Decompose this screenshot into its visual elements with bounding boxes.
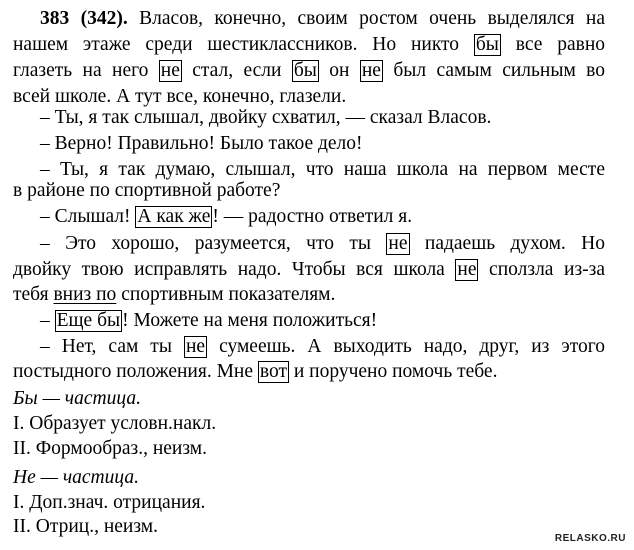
- note-text: II. Формообраз., неизм.: [13, 438, 208, 459]
- text-fragment: падаешь духом. Но: [424, 233, 605, 254]
- boxed-phrase: А как же: [137, 206, 211, 227]
- text-fragment: в районе по спортивной работе?: [13, 180, 281, 201]
- text-line-12: [13, 282, 605, 308]
- note-by-title: [13, 386, 605, 412]
- text-line-1: [40, 6, 605, 32]
- text-fragment: двойку твою исправлять надо. Чтобы вся школа: [13, 259, 445, 280]
- text-fragment: нашем этаже среди шестиклассников. Но никто: [13, 34, 460, 55]
- text-line-5: [40, 105, 605, 131]
- text-line-11: [13, 257, 605, 283]
- text-line-2: [13, 32, 605, 58]
- boxed-particle: не: [185, 336, 206, 357]
- text-fragment: он: [329, 60, 350, 81]
- note-by-item-1: [13, 411, 605, 437]
- text-fragment: сумеешь. А выходить надо, друг, из этого: [219, 336, 606, 357]
- boxed-particle: не: [388, 233, 408, 254]
- text-fragment: все равно: [515, 34, 606, 55]
- boxed-particle: не: [160, 60, 180, 81]
- boxed-phrase: Еще бы: [56, 310, 121, 331]
- text-fragment: – Это хорошо, разумеется, что ты: [40, 233, 372, 254]
- text-fragment: постыдного положения. Мне: [13, 361, 254, 382]
- note-heading: Бы — частица.: [13, 388, 141, 409]
- text-line-10: [40, 231, 605, 257]
- text-line-6: [40, 131, 605, 157]
- text-fragment: – Нет, сам ты: [40, 336, 172, 357]
- text-line-8: [13, 178, 605, 204]
- text-line-9: [40, 204, 605, 230]
- note-heading: Не — частица.: [13, 467, 139, 488]
- text-fragment: Власов, конечно, своим ростом очень выделялся на: [139, 8, 605, 29]
- text-fragment: – Верно! Правильно! Было такое дело!: [40, 133, 363, 154]
- text-fragment: –: [40, 310, 50, 331]
- text-fragment: был самым сильным во: [393, 60, 606, 81]
- text-fragment: ! Можете на меня положиться!: [122, 310, 378, 331]
- text-fragment: сползла из-за: [489, 259, 605, 280]
- note-text: II. Отриц., неизм.: [13, 516, 158, 537]
- text-fragment: – Ты, я так слышал, двойку схватил, — сказал Власов.: [40, 107, 492, 128]
- text-fragment: тебя: [13, 284, 49, 305]
- text-line-15: [13, 359, 605, 385]
- text-fragment: глазеть на него: [13, 60, 149, 81]
- text-fragment: всей школе. А тут все, конечно, глазели.: [13, 86, 347, 107]
- boxed-particle: бы: [475, 34, 499, 55]
- boxed-particle: не: [361, 60, 381, 81]
- text-fragment: – Слышал!: [40, 206, 131, 227]
- boxed-particle: вот: [259, 361, 287, 382]
- exercise-number: 383 (342).: [40, 8, 128, 29]
- note-by-item-2: [13, 436, 605, 462]
- note-text: I. Образует условн.накл.: [13, 413, 217, 434]
- note-ne-item-1: [13, 490, 605, 516]
- text-fragment: – Ты, я так думаю, слышал, что наша школа на первом месте: [40, 159, 605, 180]
- text-fragment: стал, если: [192, 60, 282, 81]
- text-line-13: [40, 308, 605, 334]
- boxed-particle: бы: [293, 60, 317, 81]
- boxed-particle: не: [457, 259, 477, 280]
- note-ne-title: [13, 465, 605, 491]
- note-ne-item-2: [13, 514, 605, 540]
- text-line-14: [40, 334, 605, 360]
- text-fragment: ! — радостно ответил я.: [212, 206, 413, 227]
- watermark: RELASKO.RU: [554, 533, 626, 544]
- text-fragment: спортивным показателям.: [121, 284, 336, 305]
- underlined-phrase: вниз по: [53, 284, 117, 305]
- text-fragment: и поручено помочь тебе.: [293, 361, 498, 382]
- note-text: I. Доп.знач. отрицания.: [13, 492, 206, 513]
- text-line-3: [13, 58, 605, 84]
